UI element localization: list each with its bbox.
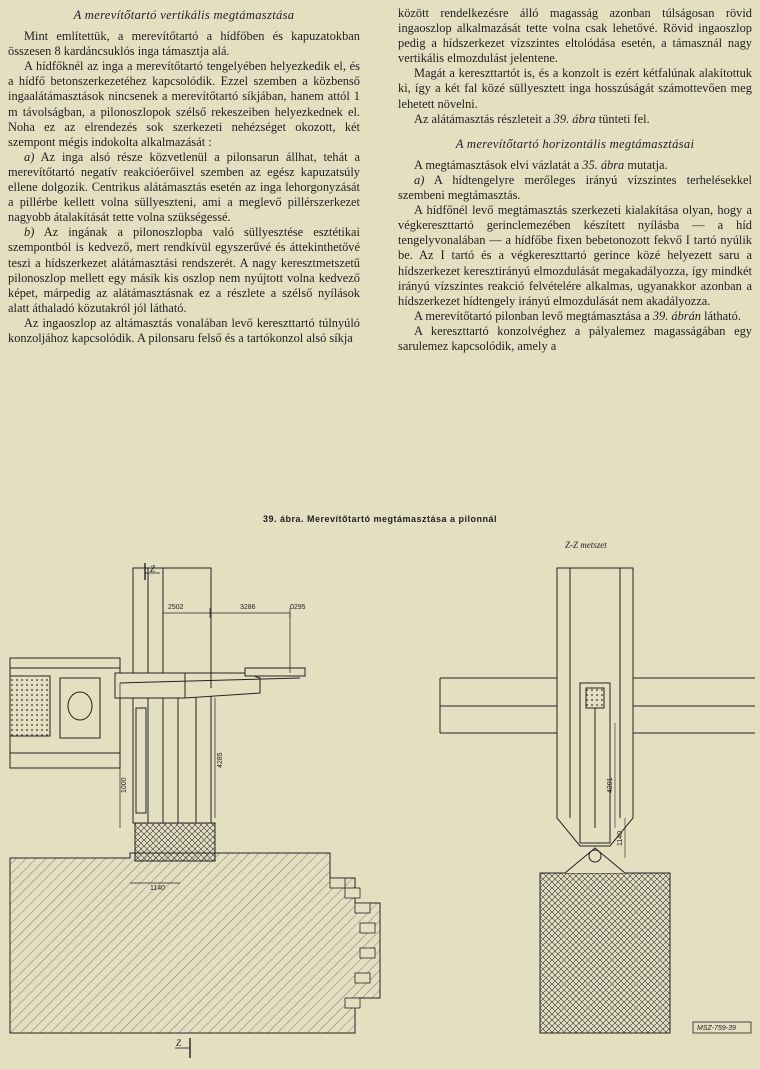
figure-reference: 35. ábra [582,157,625,172]
right-column [398,6,752,354]
paragraph-text: látható. [701,308,741,323]
paragraph: A kereszttartó konzolvéghez a pályalemez magasságában egy sarulemez kapcsolódik, amely a [398,323,752,353]
figure-caption: 39. ábra. Merevítőtartó megtámasztása a pilonnál [262,514,498,524]
paragraph: Magát a kereszttartót is, és a konzolt is ezért kétfalúnak alakítottuk ki, így a két fal közé süllyesztett inga hosszúságát számottevően meg lehetett növelni. [398,66,752,111]
paragraph-text: Az ingának a pilonoszlopba való süllyesztése esztétikai szempontból is kedvező, mert rendkívül egyszerűvé és áttekinthetővé teszi a hídszerkezet alátámasztási rendszerét. A nagy keresztmetszetű pilonoszlop mellett egy másik kis oszlop nem nyújtott volna kedvező képet, márpedig az alátámasztásnak ez a részlete a szélső nyílások alatt áthaladó közutakról jól látható. [8,225,360,315]
paragraph-text: A hídtengelyre merőleges irányú vízszintes terhelésekkel szembeni megtámasztás. [398,172,752,203]
dimension-label: 1140 [150,885,166,892]
paragraph [398,158,752,173]
paragraph-text: A merevítőtartó pilonban levő megtámasztása a [414,308,653,323]
paragraph: Mint említettük, a merevítőtartó a hídfőben és kapuzatokban összesen 8 kardáncsuklós inga támasztja alá. [8,29,360,59]
figure-reference: 39. ábrán [652,308,701,323]
paragraph: A hídfőnél levő megtámasztás szerkezeti kialakítása olyan, hogy a végkereszttartó gerinclemezében készített nyílásba — a híd tengelyvonalában — a hídfőbe fixen bebetonozott fekvő I tartó nyúlik be. Az I tartó és a végkereszttartó gerince közé helyezett saru a hídszerkezet keresztirányú elmozdulását megakadályozza, így mindkét irányú vízszintes reakció felvételére alkalmas, ugyanakkor azonban a hídszerkezet hídtengely irányú elmozdulását nem akadályozza. [398,203,752,308]
dimension-label: 1140 [617,830,624,846]
paragraph-text: Az inga alsó része közvetlenül a pilonsarun állhat, tehát a merevítőtartó negatív reakcióerőivel szemben az egész kapuzatsúly ellene dolgozik. Centrikus alátámasztás esetén az inga lehorgonyzását a pillérbe kellett volna süllyeszteni, ami a meglevő pillérszerkezet nagyobb átalakítását tette volna szükségessé. [8,149,360,225]
section-heading-horizontal: A merevítőtartó horizontális megtámasztásai [455,136,695,151]
left-column [8,6,360,346]
paragraph [8,225,360,316]
list-marker: a) [414,172,425,187]
section-marker-top: Z [150,564,156,574]
paragraph [398,112,752,127]
figure-reference: 39. ábra [553,111,596,126]
dimension-label: 2502 [168,604,184,611]
paragraph-text: mutatja. [624,157,668,172]
paragraph [398,173,752,203]
dimension-label: 3286 [240,604,256,611]
dimension-label: 1000 [121,777,128,793]
section-heading-vertical: A merevítőtartó vertikális megtámasztása [73,8,295,22]
z-z-section-drawing [440,568,755,1033]
list-marker: a) [24,149,35,164]
paragraph-text: tünteti fel. [595,111,650,126]
pylon-elevation-drawing [10,563,380,1058]
dimension-label: 4285 [217,752,224,768]
paragraph: A hídfőknél az inga a merevítőtartó tengelyében helyezkedik el, és a hídfő betonszerkezetéhez kapcsolódik. Ezzel szemben a közbenső ingaalátámasztások nincsenek a merevítőtartó síkjában, hanem attól 1 m távolságban, a pilonoszlopok szélső rekeszeiben helyezkednek el. Noha ez az elrendezés sok szerkezeti nehézséget okozott, két szempont mégis indokolta alkalmazását : [8,59,360,149]
dimension-label: 4201 [607,777,614,793]
dimension-label: 0295 [290,604,306,611]
list-marker: b) [24,225,35,240]
section-marker-bottom: Z [176,1038,182,1048]
paragraph [8,150,360,225]
figure-stamp: MSZ-759-39 [697,1025,736,1032]
paragraph [398,309,752,324]
paragraph: között rendelkezésre álló magasság azonban túlságosan rövid ingaoszlop alkalmazását tette volna csak lehetővé. Rövid ingaoszlop pedig a hídszerkezet vízszintes eltolódása esetén, a támasznál nagy vertikális elmozdulást jelentene. [398,6,752,66]
section-title: Z-Z metszet [565,540,607,550]
paragraph-text: Az alátámasztás részleteit a [414,111,554,126]
paragraph: Az ingaoszlop az altámasztás vonalában levő kereszttartó túlnyúló konzoljához kapcsolódik. A pilonsaru felső és a tartókonzol alsó síkja [8,315,360,345]
paragraph-text: A megtámasztások elvi vázlatát a [414,157,583,172]
engineering-drawing [0,528,760,1069]
